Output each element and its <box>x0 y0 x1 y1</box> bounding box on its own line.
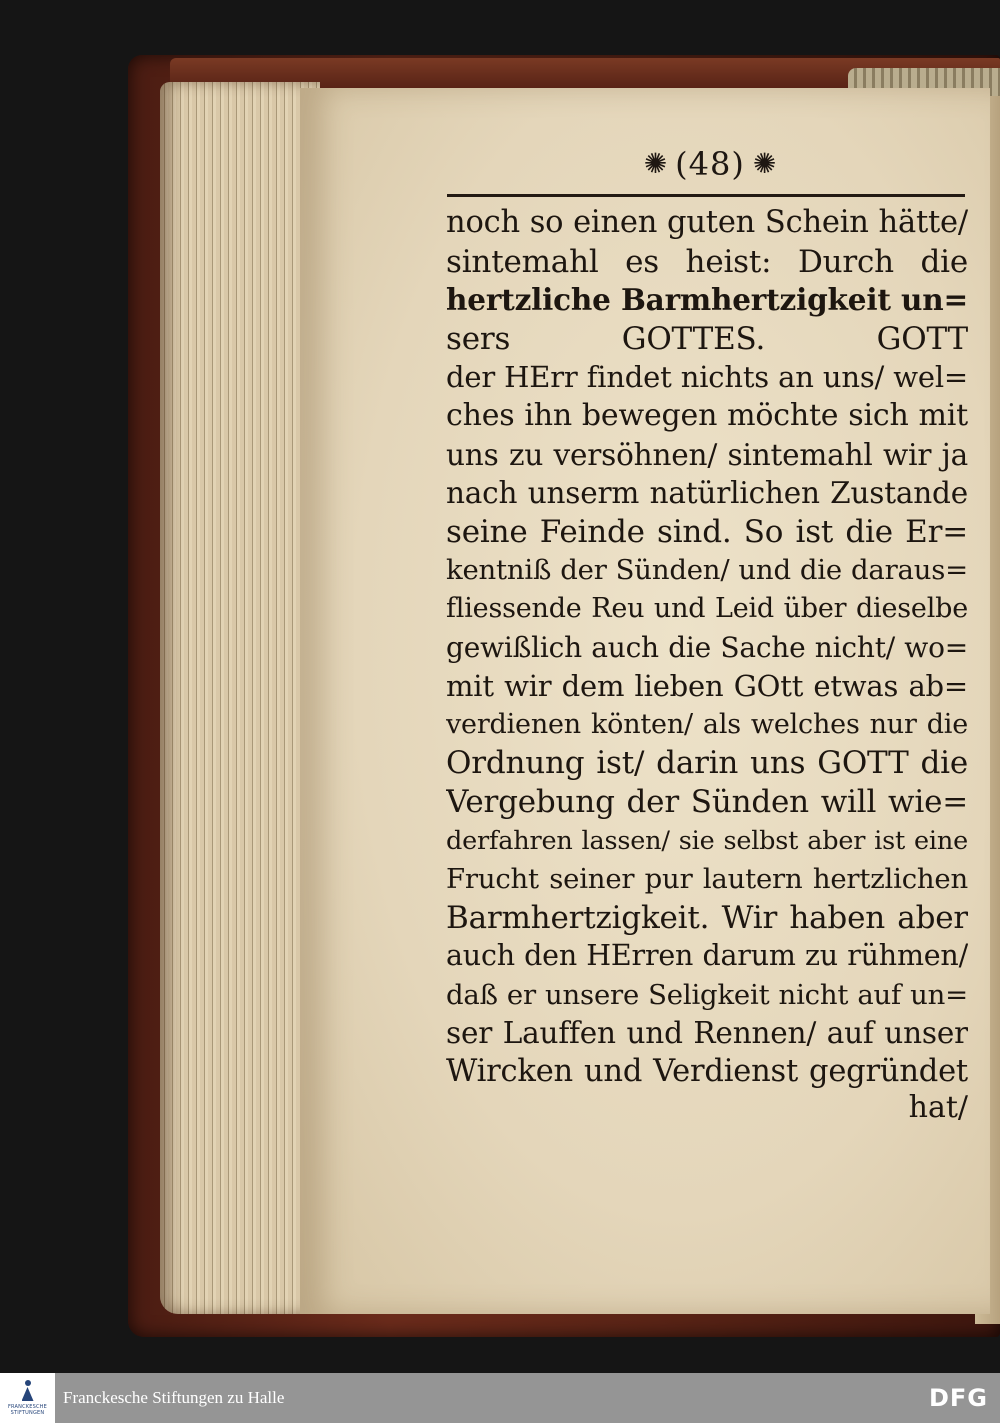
franckesche-logo[interactable] <box>0 1373 55 1423</box>
text-line: Ordnung ist/ darin uns GOTT die <box>446 745 968 782</box>
text-line: kentniß der Sünden/ und die daraus= <box>446 554 968 587</box>
text-line: seine Feinde sind. So ist die Er= <box>446 513 968 550</box>
text-line: gewißlich auch die Sache nicht/ wo= <box>446 630 968 664</box>
text-line: Frucht seiner pur lautern hertzlichen <box>446 863 968 896</box>
text-line: Barmhertzigkeit. Wir haben aber <box>446 899 968 936</box>
text-line: derfahren lassen/ sie selbst aber ist eine <box>446 825 968 856</box>
text-line: fliessende Reu und Leid über dieselbe <box>446 592 968 624</box>
text-line: ser Lauffen und Rennen/ auf unser <box>446 1016 968 1051</box>
text-line: Vergebung der Sünden will wie= <box>446 783 968 820</box>
page-header <box>620 142 800 186</box>
header-rule <box>447 194 965 197</box>
dfg-logo[interactable]: DFG <box>928 1384 988 1412</box>
ornament-left-icon: ✺ <box>643 147 668 180</box>
page-block-edges <box>160 82 320 1314</box>
text-line: nach unserm natürlichen Zustande <box>446 476 968 511</box>
text-line: noch so einen guten Schein hätte/ <box>446 205 968 240</box>
catchword: hat/ <box>908 1090 968 1125</box>
ornament-right-icon: ✺ <box>752 147 777 180</box>
text-line: verdienen könten/ als welches nur die <box>446 708 968 740</box>
text-line: sers GOTTES. GOTT <box>446 320 968 357</box>
text-line: der HErr findet nichts an uns/ wel= <box>446 360 968 395</box>
text-line: Wircken und Verdienst gegründet <box>446 1054 968 1090</box>
text-line: daß er unsere Seligkeit nicht auf un= <box>446 978 968 1011</box>
text-line: hertzliche Barmhertzigkeit un= <box>446 282 968 318</box>
page-number: (48) <box>675 145 745 183</box>
text-line: sintemahl es heist: Durch die <box>446 243 968 280</box>
text-line: auch den HErren darum zu rühmen/ <box>446 939 968 973</box>
text-line: uns zu versöhnen/ sintemahl wir ja <box>446 437 968 472</box>
text-line: mit wir dem lieben GOtt etwas ab= <box>446 669 968 704</box>
text-line: ches ihn bewegen möchte sich mit <box>446 397 968 433</box>
viewer-footer <box>0 1373 1000 1423</box>
text-block <box>446 204 968 1092</box>
logo-text: FRANCKESCHE STIFTUNGEN <box>7 1404 48 1416</box>
institution-title[interactable]: Franckesche Stiftungen zu Halle <box>63 1388 285 1407</box>
building-icon <box>21 1380 35 1402</box>
